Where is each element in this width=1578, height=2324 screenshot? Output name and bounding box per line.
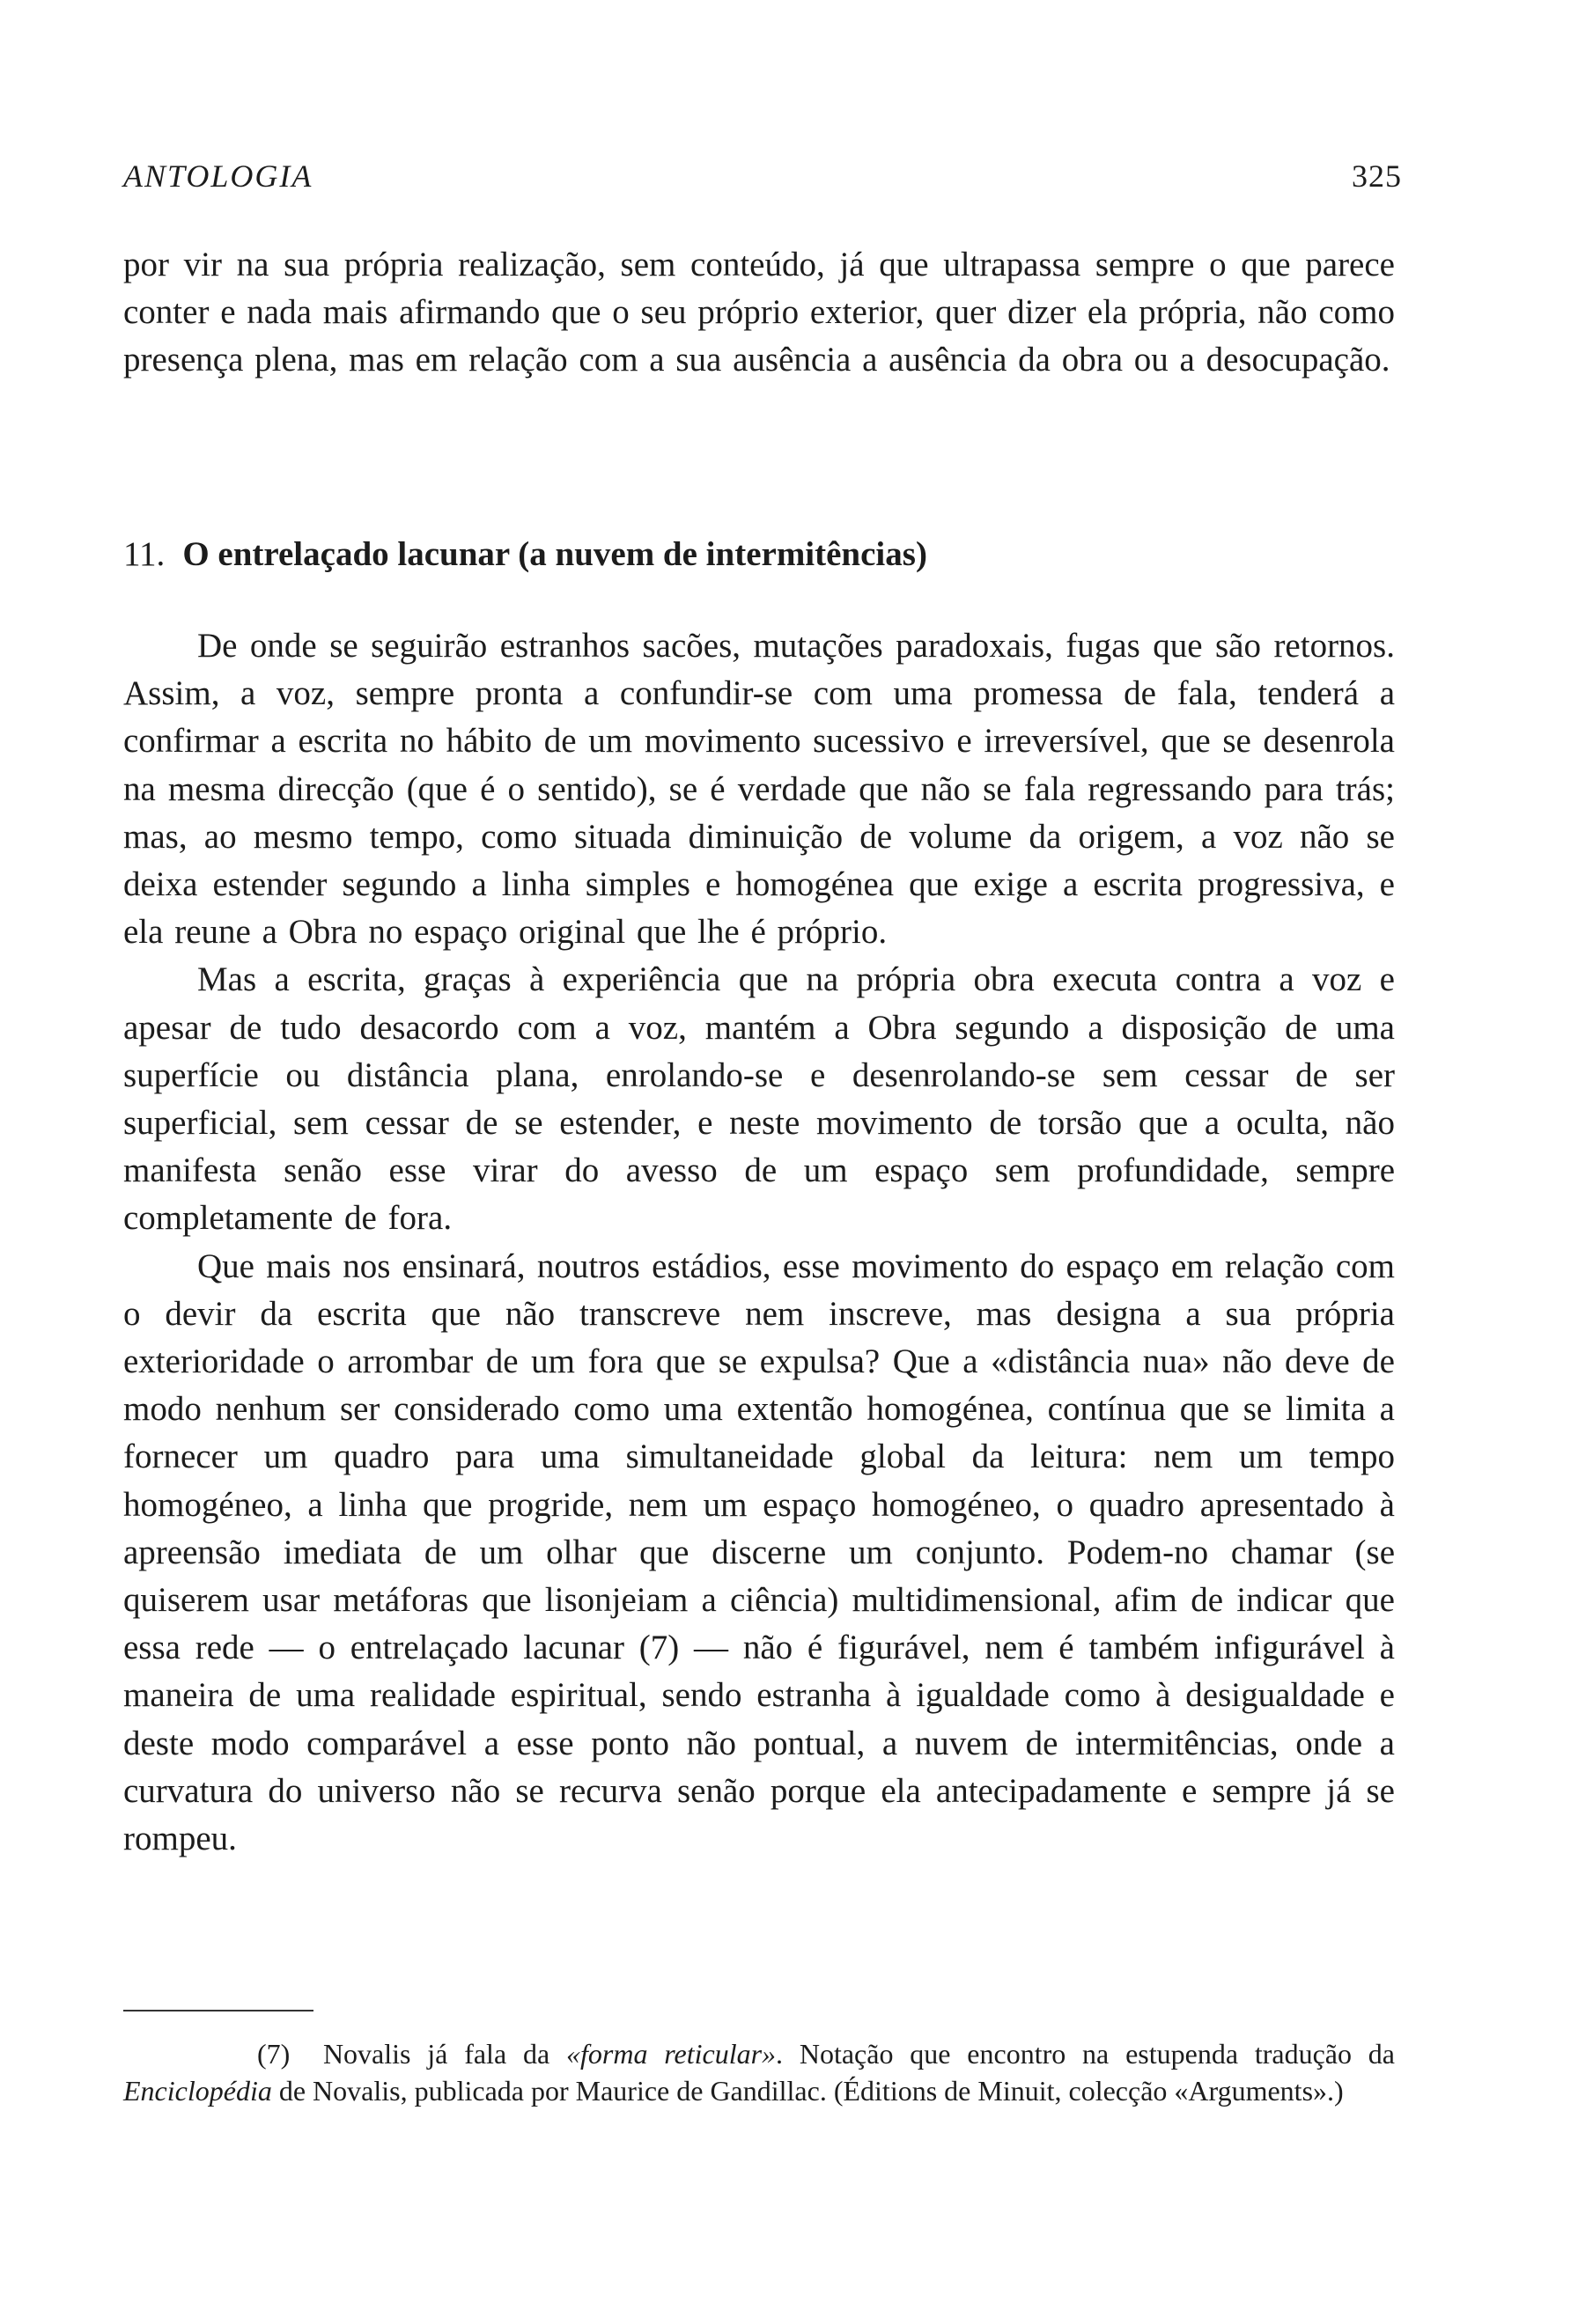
intro-paragraph: por vir na sua própria realização, sem conteúdo, já que ultrapassa sempre o que parece conter e nada mais afirmando que o seu próprio exterior, quer dizer ela própria, não como presença plena, mas em relação com a sua ausência a ausência da obra ou a desocupação. xyxy=(123,246,1395,379)
body-paragraph: Mas a escrita, graças à experiência que na própria obra executa contra a voz e apesar de tudo desacordo com a voz, mantém a Obra segundo a disposição de uma superfície ou distância plana, enrolando-se e desenrolando-se sem cessar de ser superficial, sem cessar de se estender, e neste movimento de torsão que a oculta, não manifesta senão esse virar do avesso de um espaço sem profundidade, sempre completamente de fora. xyxy=(123,960,1395,1238)
body-paragraph: De onde se seguirão estranhos sacões, mutações paradoxais, fugas que são retornos. Assim, a voz, sempre pronta a confundir-se com uma promessa de fala, tenderá a confirmar a escrita no hábito de um movimento sucessivo e irreversível, que se desenrola na mesma direcção (que é o sentido), se é verdade que não se fala regressando para trás; mas, ao mesmo tempo, como situada diminuição de volume da origem, a voz não se deixa estender segundo a linha simples e homogénea que exige a escrita progressiva, e ela reune a Obra no espaço original que lhe é próprio. xyxy=(123,627,1395,952)
section-title: O entrelaçado lacunar (a nuvem de intermitências) xyxy=(182,535,927,573)
running-title: ANTOLOGIA xyxy=(123,158,313,194)
footnote-marker: (7) xyxy=(257,2038,291,2070)
section-number: 11. xyxy=(123,535,166,573)
body-paragraph: Que mais nos ensinará, noutros estádios, esse movimento do espaço em relação com o devir da escrita que não transcreve nem inscreve, mas designa a sua própria exterioridade o arrombar de um fora que se expulsa? Que a «distância nua» não deve de modo nenhum ser considerado como uma extentão homogénea, contínua que se limita a fornecer um quadro para uma simultaneidade global da leitura: nem um tempo homogéneo, a linha que progride, nem um espaço homogéneo, o quadro apresentado à apreensão imediata de um olhar que discerne um conjunto. Podem-no chamar (se quiserem usar metáforas que lisonjeiam a ciência) multidimensional, afim de indicar que essa rede — o entrelaçado lacunar (7) — não é figurável, nem é também infigurável à maneira de uma realidade espiritual, sendo estranha à igualdade como à desigualdade e deste modo comparável a esse ponto não pontual, a nuvem de intermitências, onde a curvatura do universo não se recurva senão porque ela antecipadamente e sempre já se rompeu. xyxy=(123,1247,1395,1858)
page-number: 325 xyxy=(1352,158,1402,194)
footnote-tail: de Novalis, publicada por Maurice de Gandillac. (Éditions de Minuit, colecção «Arguments».) xyxy=(271,2075,1344,2107)
intro-text-block xyxy=(123,241,1395,385)
section-body xyxy=(123,622,1395,1863)
running-header xyxy=(123,157,1402,195)
footnote xyxy=(123,2035,1395,2109)
footnote-italic-term: «forma reticular» xyxy=(565,2038,777,2070)
footnote-after-term: . Notação que encontro na estupenda tradução da xyxy=(776,2038,1396,2070)
section-heading xyxy=(123,531,1395,578)
footnote-separator xyxy=(123,2010,313,2011)
footnote-italic-work: Enciclopédia xyxy=(123,2075,272,2107)
footnote-lead: Novalis já fala da xyxy=(322,2038,566,2070)
